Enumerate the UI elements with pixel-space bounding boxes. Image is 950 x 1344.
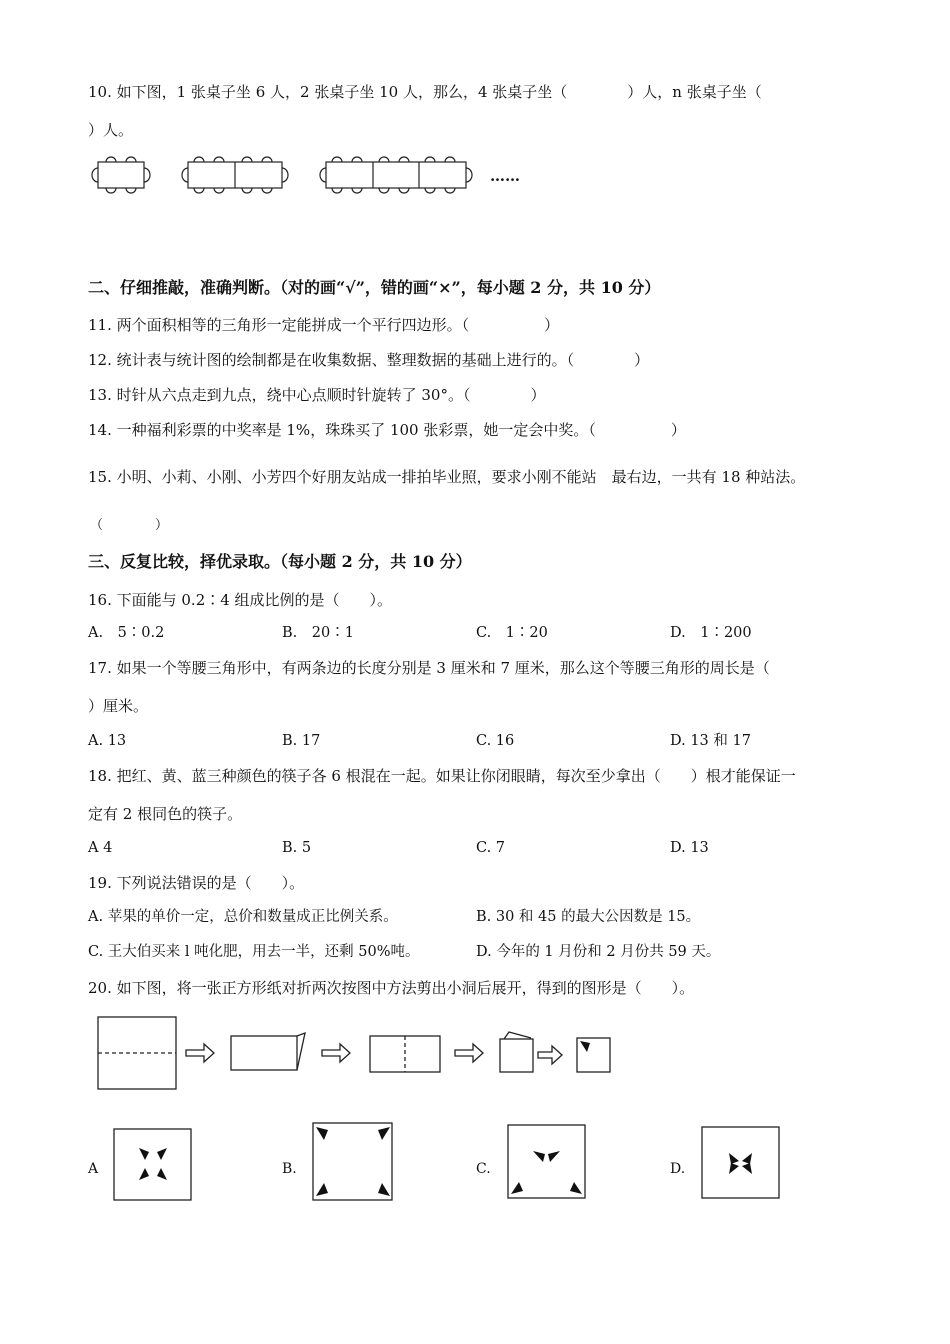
- paper-folding-figure: [96, 1014, 616, 1094]
- q18-line1: 18. 把红、黄、蓝三种颜色的筷子各 6 根混在一起。如果让你闭眼睛，每次至少拿出（ ）根才能保证一: [88, 767, 796, 785]
- q11: 11. 两个面积相等的三角形一定能拼成一个平行四边形。（ ）: [88, 316, 560, 334]
- q16-option-a: A. 5∶0.2: [88, 625, 165, 641]
- q15-line1: 15. 小明、小莉、小刚、小芳四个好朋友站成一排拍毕业照，要求小刚不能站 最右边，一共有 18 种站法。: [88, 468, 806, 486]
- q20-option-b-figure: [312, 1122, 394, 1202]
- q14: 14. 一种福利彩票的中奖率是 1%，珠珠买了 100 张彩票，她一定会中奖。（ ）: [88, 421, 686, 439]
- table-seating-figure: [88, 150, 528, 200]
- q17-option-d: D. 13 和 17: [670, 733, 751, 749]
- q19-option-b: B. 30 和 45 的最大公因数是 15。: [476, 909, 701, 925]
- q18-option-a: A 4: [88, 840, 113, 856]
- q10-line1: 10. 如下图，1 张桌子坐 6 人，2 张桌子坐 10 人，那么，4 张桌子坐（ ）人，n 张桌子坐（: [88, 83, 762, 101]
- q16-option-b: B. 20∶1: [282, 625, 354, 641]
- q19-stem: 19. 下列说法错误的是（ ）。: [88, 874, 305, 892]
- q17-option-a: A. 13: [88, 733, 127, 749]
- q17-line2: ）厘米。: [88, 697, 149, 715]
- q10-line2: ）人。: [88, 121, 134, 139]
- q20-stem: 20. 如下图，将一张正方形纸对折两次按图中方法剪出小洞后展开，得到的图形是（ ）。: [88, 979, 695, 997]
- q18-line2: 定有 2 根同色的筷子。: [88, 805, 243, 823]
- q20-label-d: D.: [670, 1161, 686, 1177]
- q17-line1: 17. 如果一个等腰三角形中，有两条边的长度分别是 3 厘米和 7 厘米，那么这个等腰三角形的周长是（: [88, 659, 770, 677]
- q20-label-c: C.: [476, 1161, 491, 1177]
- q18-option-b: B. 5: [282, 840, 312, 856]
- q17-option-c: C. 16: [476, 733, 515, 749]
- q19-option-a: A. 苹果的单价一定，总价和数量成正比例关系。: [88, 909, 398, 925]
- section2-heading: 二、仔细推敲，准确判断。（对的画“√”，错的画“×”，每小题 2 分，共 10 分）: [88, 278, 661, 297]
- q20-option-a-figure: [113, 1128, 193, 1202]
- q18-option-d: D. 13: [670, 840, 709, 856]
- q18-option-c: C. 7: [476, 840, 506, 856]
- q17-option-b: B. 17: [282, 733, 321, 749]
- q15-line2: （ ）: [90, 518, 169, 533]
- q13: 13. 时针从六点走到九点，绕中心点顺时针旋转了 30°。（ ）: [88, 386, 546, 404]
- q20-option-c-figure: [507, 1124, 587, 1200]
- section3-heading: 三、反复比较，择优录取。（每小题 2 分，共 10 分）: [88, 552, 472, 571]
- q10-ellipsis: ……: [490, 167, 520, 185]
- q16-stem: 16. 下面能与 0.2∶4 组成比例的是（ ）。: [88, 591, 393, 609]
- q20-label-b: B.: [282, 1161, 297, 1177]
- q19-option-c: C. 王大伯买来 l 吨化肥，用去一半，还剩 50%吨。: [88, 944, 420, 960]
- q19-option-d: D. 今年的 1 月份和 2 月份共 59 天。: [476, 944, 721, 960]
- q16-option-d: D. 1∶200: [670, 625, 752, 641]
- q16-option-c: C. 1∶20: [476, 625, 548, 641]
- q20-option-d-figure: [701, 1126, 781, 1200]
- q12: 12. 统计表与统计图的绘制都是在收集数据、整理数据的基础上进行的。（ ）: [88, 351, 650, 369]
- q20-label-a: A: [88, 1161, 99, 1177]
